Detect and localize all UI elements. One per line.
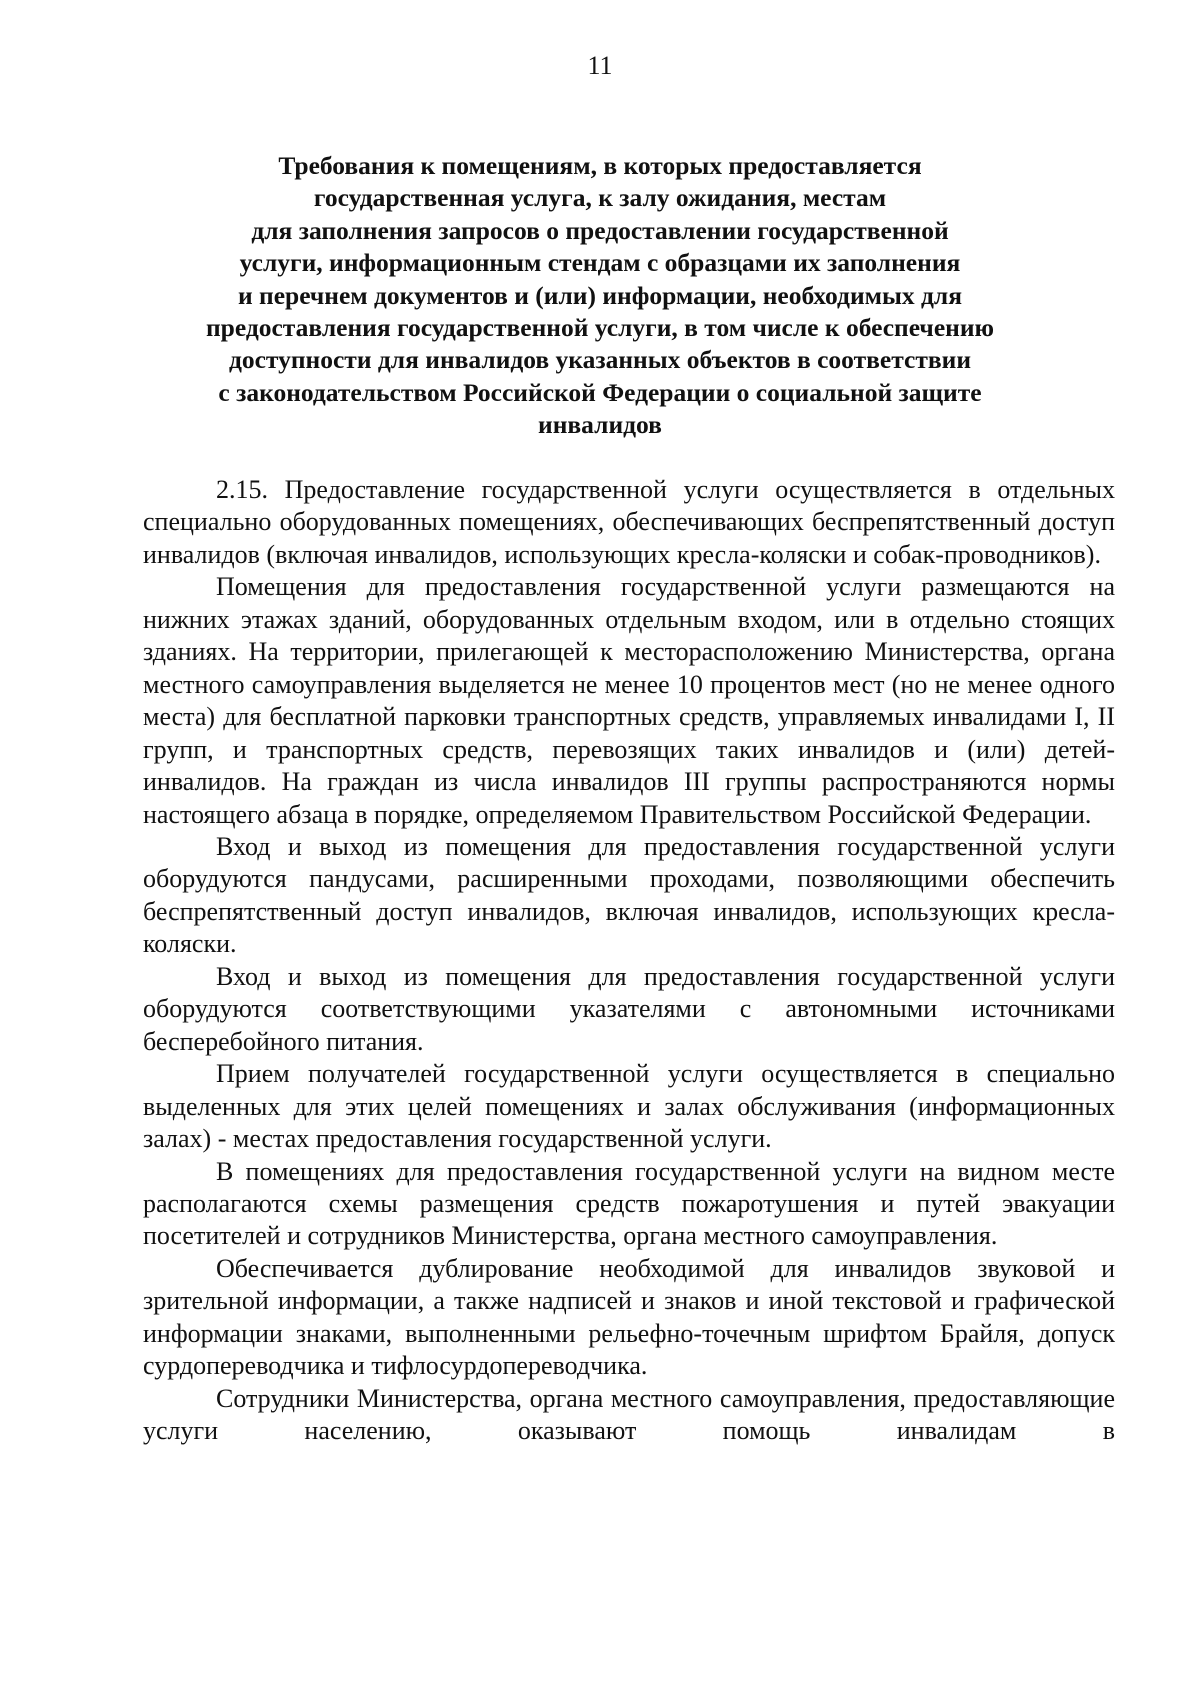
paragraph-staff-assistance: Сотрудники Министерства, органа местного самоуправления, предоставляющие услуги населению, оказывают помощь инвалидам в [143,1383,1115,1446]
heading-line: доступности для инвалидов указанных объектов в соответствии [228,345,972,375]
heading-line: предоставления государственной услуги, в том числе к обеспечению [205,313,995,343]
paragraph-braille: Обеспечивается дублирование необходимой для инвалидов звуковой и зрительной информации, а также надписей и знаков и иной текстовой и графической информации знаками, выполненными рельефно-точечным шрифтом Брайля, допуск сурдопереводчика и тифлосурдопереводчика. [143,1253,1115,1381]
paragraph-premises: Помещения для предоставления государственной услуги размещаются на нижних этажах зданий, оборудованных отдельным входом, или в отдельно стоящих зданиях. На территории, прилегающей к месторасположению Министерства, органа местного самоуправления выделяется не менее 10 процентов мест (но не менее одного места) для бесплатной парковки транспортных средств, управляемых инвалидами I, II групп, и транспортных средств, перевозящих таких инвалидов и (или) детей-инвалидов. На граждан из числа инвалидов III группы распространяются нормы настоящего абзаца в порядке, определяемом Правительством Российской Федерации. [143,572,1115,829]
heading-line: инвалидов [538,410,662,440]
paragraph-entrance-ramps: Вход и выход из помещения для предоставления государственной услуги оборудуются пандусами, расширенными проходами, позволяющими обеспечить беспрепятственный доступ инвалидов, включая инвалидов, использующих кресла-коляски. [143,831,1115,959]
heading-line: государственная услуга, к залу ожидания, местам [313,183,887,213]
heading-line: и перечнем документов и (или) информации, необходимых для [237,280,963,310]
paragraph-entrance-signs: Вход и выход из помещения для предоставления государственной услуги оборудуются соответствующими указателями с автономными источниками бесперебойного питания. [143,961,1115,1056]
paragraph-evacuation: В помещениях для предоставления государственной услуги на видном месте располагаются схемы размещения средств пожаротушения и путей эвакуации посетителей и сотрудников Министерства, органа местного самоуправления. [143,1156,1115,1251]
heading-line: для заполнения запросов о предоставлении государственной [251,215,949,245]
heading-line: услуги, информационным стендам с образцами их заполнения [239,248,961,278]
heading-line: Требования к помещениям, в которых предоставляется [278,151,922,180]
document-body [143,474,1115,1448]
paragraph-reception: Прием получателей государственной услуги осуществляется в специально выделенных для этих целей помещениях и залах обслуживания (информационных залах) - местах предоставления государственной услуги. [143,1059,1115,1154]
section-heading [140,150,1060,442]
heading-line: с законодательством Российской Федерации о социальной защите [218,377,982,407]
paragraph-2-15: 2.15. Предоставление государственной услуги осуществляется в отдельных специально оборудованных помещениях, обеспечивающих беспрепятственный доступ инвалидов (включая инвалидов, использующих кресла-коляски и собак-проводников). [143,475,1115,569]
page-number: 11 [587,51,613,80]
